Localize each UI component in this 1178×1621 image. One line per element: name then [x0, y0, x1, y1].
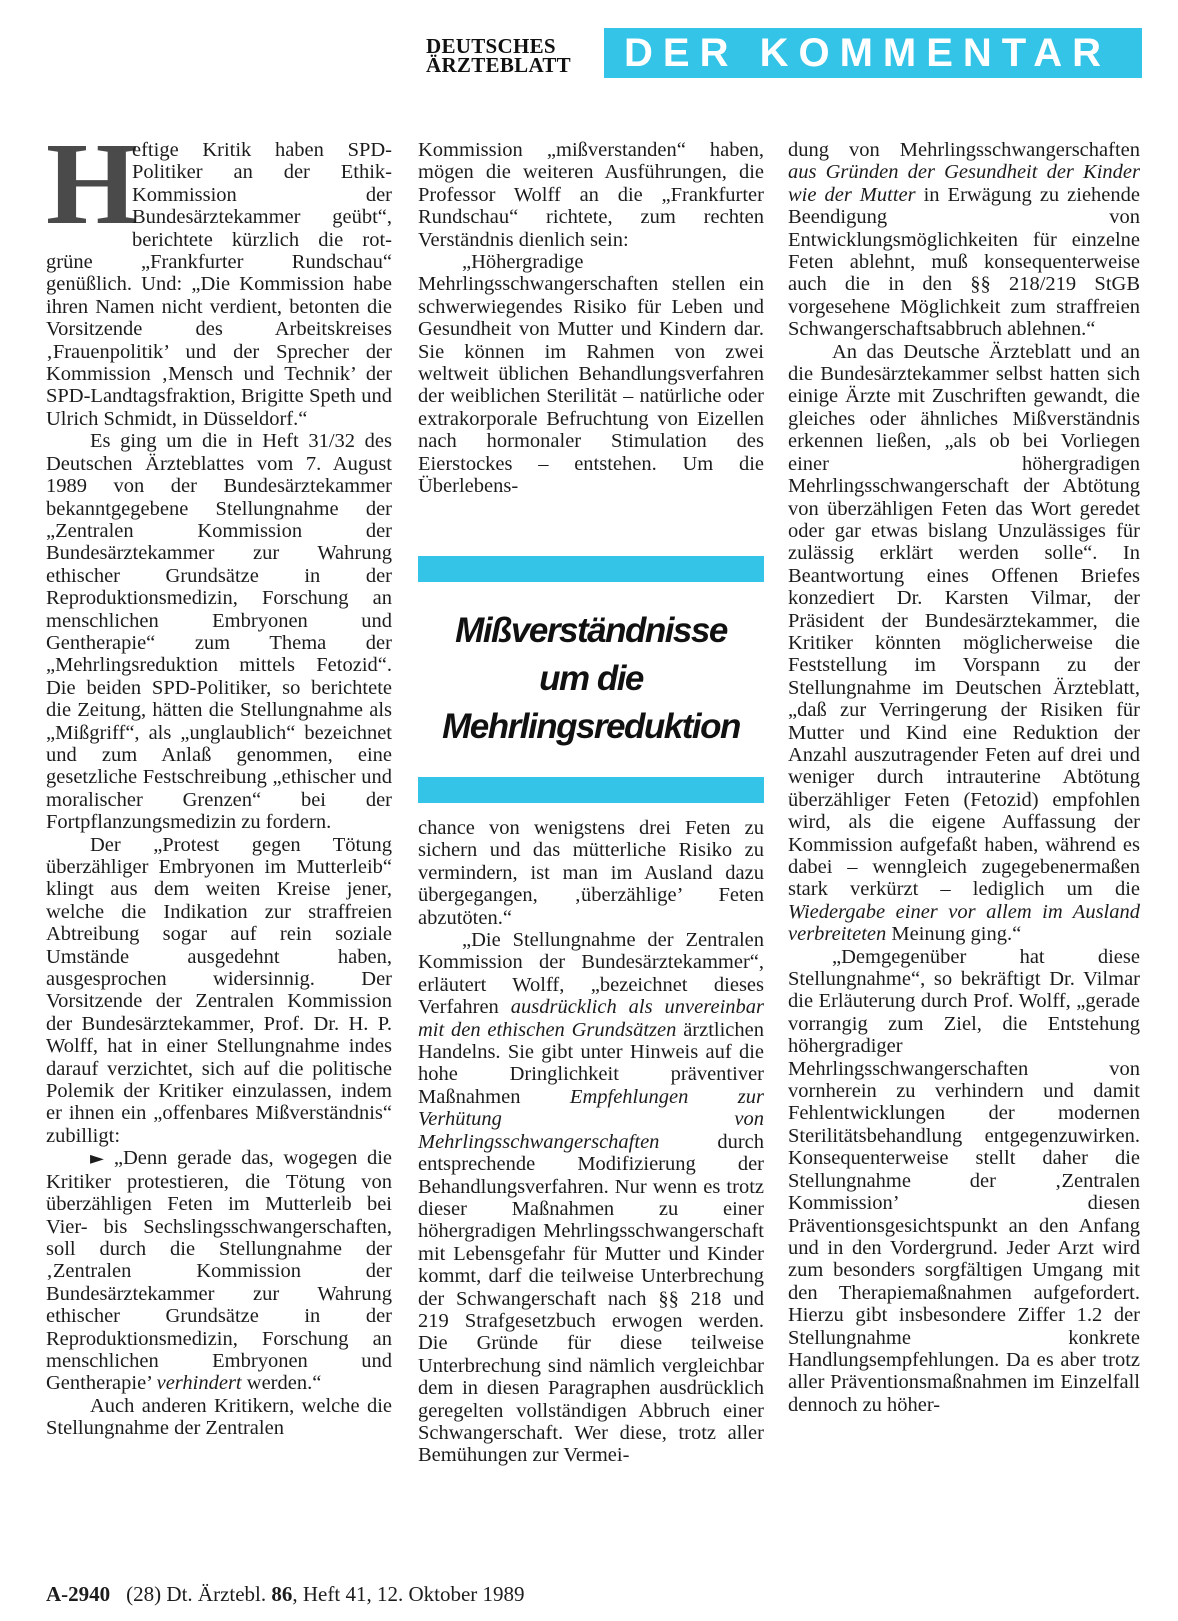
paragraph	[788, 139, 1140, 341]
quote-text: „Denn gerade das, wogegen die Kritiker protestieren, die Tötung von überzähligen Feten im Mutterleib bei Vier- bis Sechslingsschwangerschaften, soll durch die Stellungnahme der ‚Zentralen Kommission der Bundesärztekammer zur Wahrung ethischer Grundsätze in der Reproduktionsmedizin, Forschung an menschlichen Embryonen und Gentherapie’	[46, 1147, 392, 1395]
paragraph: „Demgegenüber hat diese Stellungnahme“, so bekräftigt Dr. Vilmar die Erläuterung durch Prof. Wolff, „gerade vorrangig zum Ziel, die Entstehung höhergradiger Mehrlingsschwangerschaften von vornherein zu verhindern und damit Fehlentwicklungen der modernen Sterilitätsbehandlung entgegenzuwirken. Konsequenterweise stellt daher die Stellungnahme der ‚Zentralen Kommission’ diesen Präventionsgesichtspunkt an den Anfang und in den Vordergrund. Jeder Arzt wird zum besonders sorgfältigen Umgang mit den Therapiemaßnahmen aufgefordert. Hierzu gibt insbesondere Ziffer 1.2 der Stellungnahme konkrete Handlungsempfehlungen. Da es aber trotz aller Präventionsmaßnahmen im Einzelfall dennoch zu höher-	[788, 945, 1140, 1416]
article-headline	[418, 607, 764, 751]
journal-logo	[426, 34, 596, 77]
headline-line-3: Mehrlingsreduktion	[442, 707, 740, 746]
paragraph-text: Meinung ging.“	[886, 923, 1022, 946]
volume-number: 86	[271, 1582, 293, 1606]
drop-cap: H	[46, 118, 138, 249]
citation-issue: , Heft 41, 12. Oktober 1989	[292, 1582, 525, 1606]
quote-paragraph	[46, 1147, 392, 1394]
emphasis: Wiedergabe einer vor allem im Ausland verbreiteten	[788, 900, 1140, 946]
arrow-icon: ►	[90, 1148, 104, 1170]
paragraph-text: dung von Mehrlingsschwangerschaften	[788, 139, 1140, 161]
paragraph: Auch anderen Kritikern, welche die Stellungnahme der Zentralen	[46, 1394, 392, 1440]
citation: (28) Dt. Ärztebl.	[126, 1582, 272, 1606]
article-column-3	[788, 139, 1140, 1416]
emphasis: Empfehlungen zur Verhütung von Mehrlingsschwangerschaften	[418, 1085, 764, 1153]
paragraph	[418, 929, 764, 1467]
article-column-1	[46, 118, 392, 1440]
paragraph	[46, 118, 392, 430]
paragraph: Es ging um die in Heft 31/32 des Deutschen Ärzteblattes vom 7. August 1989 von der Bundesärztekammer bekanntgegebene Stellungnahme der „Zentralen Kommission der Bundesärztekammer zur Wahrung ethischer Grundsätze in der Reproduktionsmedizin, Forschung an menschlichen Embryonen und Gentherapie“ zum Thema der „Mehrlingsreduktion mittels Fetozid“. Die beiden SPD-Politiker, so berichtete die Zeitung, hätten die Stellungnahme als „Mißgriff“, als „unglaublich“ bezeichnet und zum Anlaß genommen, eine gesetzliche Festschreibung „ethischer und moralischer Grenzen“ bei der Fortpflanzungsmedizin zu fordern.	[46, 430, 392, 834]
paragraph: Kommission „mißverstanden“ haben, mögen die weiteren Ausführungen, die Professor Wolff an die „Frankfurter Rundschau“ richtete, zum rechten Verständnis dienlich sein:	[418, 139, 764, 251]
paragraph-text: eftige Kritik haben SPD-Politiker an der Ethik-Kommission der Bundesärztekammer geübt“, berichtete kürzlich die rot-grüne „Frankfurter Rundschau“ genüßlich. Und: „Die Kommission habe ihren Namen nicht verdient, betonten die Vorsitzende des Arbeitskreises ‚Frauenpolitik’ und der Sprecher der Kommission ‚Mensch und Technik’ der SPD-Landtagsfraktion, Brigitte Speth und Ulrich Schmidt, in Düsseldorf.“	[46, 139, 392, 430]
paragraph-text: ärztlichen Handelns. Sie gibt unter Hinweis auf die hohe Dringlichkeit präventiver Maßnahmen	[418, 1018, 764, 1108]
article-column-2-bottom	[418, 817, 764, 1467]
paragraph-text: „Die Stellungnahme der Zentralen Kommission der Bundesärztekammer“, erläutert Wolff, „bezeichnet dieses Verfahren	[418, 929, 764, 1019]
emphasis: ausdrücklich als unvereinbar mit den ethischen Grundsätzen	[418, 996, 764, 1041]
logo-line-1: DEUTSCHES	[426, 34, 556, 58]
section-banner: DER KOMMENTAR	[604, 28, 1142, 78]
headline-rule-bottom	[418, 777, 764, 803]
paragraph-text: An das Deutsche Ärzteblatt und an die Bundesärztekammer selbst hatten sich einige Ärzte mit Zuschriften gewandt, die gleiches oder ähnliches Mißverständnis erkennen ließen, „als ob bei Vorliegen einer höhergradigen Mehrlingsschwangerschaft der Abtötung von überzähligen Feten das Wort geredet oder gar etwas bislang Unzulässiges für zulässig erklärt werden solle“. In Beantwortung eines Offenen Briefes konzediert Dr. Karsten Vilmar, der Präsident der Bundesärztekammer, die Kritiker könnten möglicherweise die Feststellung im Vorspann zu der Stellungnahme im Deutschen Ärzteblatt, „daß zur Verringerung der Risiken für Mutter und Kind eine Reduktion der Anzahl auszutragender Feten auf drei und weniger durch intrauterine Abtötung überzähliger Feten (Fetozid) empfohlen wird, als die eigene Auffassung der Kommission aufgefaßt haben, während es dabei – wenngleich zugegebenermaßen stark verkürzt – lediglich um die	[788, 340, 1140, 901]
paragraph-text: in Erwägung zu ziehende Beendigung von Entwicklungsmöglichkeiten für einzelne Feten ablehnt, muß konsequenterweise auch die in den §§ 218/219 StGB vorgesehene Möglichkeit zum straffreien Schwangerschaftsabbruch ablehnen.“	[788, 183, 1141, 341]
emphasis: aus Gründen der Gesundheit der Kinder wie der Mutter	[788, 161, 1140, 206]
quote-paragraph: „Höhergradige Mehrlingsschwangerschaften stellen ein schwerwiegendes Risiko für Leben und Gesundheit von Mutter und Kindern dar. Sie können im Rahmen von zwei weltweit üblichen Behandlungsverfahren der weiblichen Sterilität – natürliche oder extrakorporale Befruchtung von Eizellen nach hormonaler Stimulation des Eierstockes – entstehen. Um die Überlebens-	[418, 251, 764, 498]
paragraph-text: durch entsprechende Modifizierung der Behandlungsverfahren. Nur wenn es trotz dieser Maßnahmen zu einer höhergradigen Mehrlingsschwangerschaft mit Lebensgefahr für Mutter und Kinder kommt, darf die teilweise Unterbrechung der Schwangerschaft nach §§ 218 und 219 Strafgesetzbuch erwogen werden. Die Gründe für diese teilweise Unterbrechung sind nämlich vergleichbar dem in diesen Paragraphen ausdrücklich geregelten vollständigen Abbruch einer Schwangerschaft. Wer diese, trotz aller Bemühungen zur Vermei-	[418, 1130, 764, 1467]
paragraph: chance von wenigstens drei Feten zu sichern und das mütterliche Risiko zu vermindern, ist man im Ausland dazu übergegangen, ‚überzählige’ Feten abzutöten.“	[418, 817, 764, 929]
page-footer	[46, 1582, 525, 1606]
headline-rule-top	[418, 556, 764, 582]
emphasis: verhindert	[156, 1372, 242, 1395]
paragraph: Der „Protest gegen Tötung überzähliger Embryonen im Mutterleib“ klingt aus dem weiten Kreise jener, welche die Indikation zur straffreien Abtreibung sogar auf rein soziale Umstände ausgedehnt haben, ausgesprochen widersinnig. Der Vorsitzende der Zentralen Kommission der Bundesärztekammer, Prof. Dr. H. P. Wolff, hat in einer Stellungnahme indes darauf verzichtet, sich auf die politische Polemik der Kritiker einzulassen, indem er ihnen ein „offenbares Mißverständnis“ zubilligt:	[46, 833, 392, 1147]
quote-text-end: werden.“	[241, 1372, 322, 1395]
page-code: A-2940	[46, 1582, 111, 1606]
headline-line-1: Mißverständnisse	[455, 611, 727, 650]
paragraph	[788, 341, 1140, 946]
article-column-2-top	[418, 139, 764, 498]
logo-line-2: ÄRZTEBLATT	[426, 53, 571, 77]
headline-line-2: um die	[539, 659, 643, 698]
